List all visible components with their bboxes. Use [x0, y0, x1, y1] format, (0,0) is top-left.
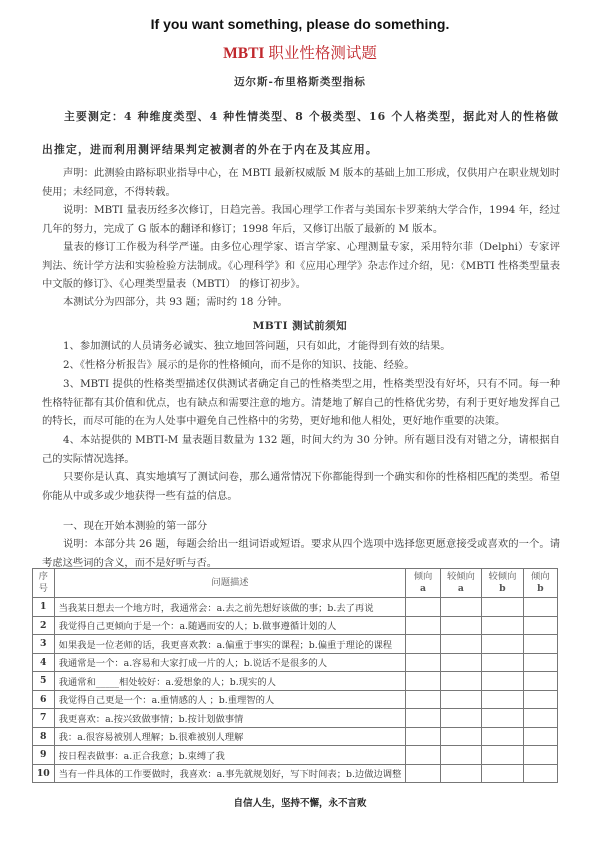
- question-text: 我通常和_____相处较好：a.爱想象的人；b.现实的人: [54, 672, 406, 691]
- question-text: 当我某日想去一个地方时，我通常会：a.去之前先想好该做的事；b.去了再说: [54, 598, 406, 617]
- row-number: 9: [33, 746, 55, 765]
- answer-cell-tend-b[interactable]: [523, 727, 557, 746]
- answer-cell-tend-b[interactable]: [523, 598, 557, 617]
- part1-instructions: 说明：本部分共 26 题，每题会给出一组词语或短语。要求从四个选项中选择您更愿意接受或喜欢的一个。请考虑这些词的含义，而不是好听与否。: [42, 538, 560, 569]
- answer-cell-tend-a[interactable]: [406, 598, 440, 617]
- table-row: [33, 746, 558, 765]
- answer-cell-slight-b[interactable]: [482, 653, 524, 672]
- answer-cell-tend-a[interactable]: [406, 727, 440, 746]
- notice-item-2: 2、《性格分析报告》展示的是你的性格倾向，而不是你的知识、技能、经验。: [63, 359, 415, 371]
- answer-cell-slight-b[interactable]: [482, 727, 524, 746]
- answer-cell-slight-a[interactable]: [440, 598, 482, 617]
- answer-cell-slight-a[interactable]: [440, 709, 482, 728]
- answer-cell-tend-b[interactable]: [523, 635, 557, 654]
- header-slight-b: 较倾向 b: [482, 569, 524, 598]
- row-number: 3: [33, 635, 55, 654]
- table-row: [33, 727, 558, 746]
- answer-cell-tend-b[interactable]: [523, 764, 557, 783]
- answer-cell-tend-b[interactable]: [523, 653, 557, 672]
- answer-cell-tend-b[interactable]: [523, 690, 557, 709]
- answer-cell-slight-b[interactable]: [482, 746, 524, 765]
- table-row: [33, 709, 558, 728]
- answer-cell-slight-b[interactable]: [482, 672, 524, 691]
- statement-paragraph: 声明：此测验由路标职业指导中心，在 MBTI 最新权威版 M 版本的基础上加工形成，仅供用户在职业规划时使用；未经同意，不得转载。: [42, 167, 560, 198]
- answer-cell-tend-b[interactable]: [523, 672, 557, 691]
- answer-cell-tend-a[interactable]: [406, 672, 440, 691]
- answer-cell-slight-a[interactable]: [440, 727, 482, 746]
- row-number: 10: [33, 764, 55, 783]
- answer-cell-tend-a[interactable]: [406, 764, 440, 783]
- question-text: 我觉得自己更是一个：a.重情感的人 ；b.重理智的人: [54, 690, 406, 709]
- parts-paragraph: 本测试分为四部分，共 93 题；需时约 18 分钟。: [63, 296, 288, 308]
- header-slight-a: 较倾向 a: [440, 569, 482, 598]
- page-title: [0, 41, 600, 63]
- answer-cell-tend-a[interactable]: [406, 709, 440, 728]
- title-latin: MBTI: [223, 45, 265, 62]
- answer-cell-slight-b[interactable]: [482, 690, 524, 709]
- question-text: 我：a.很容易被别人理解；b.很难被别人理解: [54, 727, 406, 746]
- answer-cell-tend-a[interactable]: [406, 653, 440, 672]
- revision-paragraph: 量表的修订工作极为科学严谨。由多位心理学家、语言学家、心理测量专家，采用特尔菲（Delphi）专家评判法、统计学方法和实验检验方法制成。《心理科学》和《应用心理学》杂志作过介绍，见：《MBTI 性格类型量表中文版的修订》、《心理类型量表（MBTI） 的修订初步》。: [42, 241, 560, 291]
- title-chinese: 职业性格测试题: [264, 45, 377, 62]
- row-number: 6: [33, 690, 55, 709]
- question-text: 当有一件具体的工作要做时，我喜欢：a.事先就规划好，写下时间表；b.边做边调整: [54, 764, 406, 783]
- answer-cell-slight-a[interactable]: [440, 635, 482, 654]
- row-number: 2: [33, 616, 55, 635]
- motto-header: If you want something, please do something.: [150, 16, 450, 32]
- question-text: 我通常是一个：a.容易和大家打成一片的人；b.说话不是很多的人: [54, 653, 406, 672]
- answer-cell-tend-b[interactable]: [523, 616, 557, 635]
- answer-cell-slight-a[interactable]: [440, 616, 482, 635]
- answer-cell-slight-b[interactable]: [482, 635, 524, 654]
- footer-slogan: 自信人生，坚持不懈，永不言败: [233, 798, 367, 809]
- table-row: [33, 672, 558, 691]
- answer-cell-slight-b[interactable]: [482, 616, 524, 635]
- table-row: [33, 690, 558, 709]
- row-number: 5: [33, 672, 55, 691]
- answer-cell-slight-b[interactable]: [482, 598, 524, 617]
- explanation-paragraph: 说明：MBTI 量表历经多次修订，日趋完善。我国心理学工作者与美国东卡罗莱纳大学合作，1994 年，经过几年的努力，完成了 G 版本的翻译和修订；1998 年后，又修订出版了最新的 M 版本。: [42, 204, 560, 235]
- main-measure-paragraph: 主要测定：4 种维度类型、4 种性情类型、8 个极类型、16 个人格类型，据此对人的性格做出推定，进而利用测评结果判定被测者的外在于内在及其应用。: [42, 110, 560, 156]
- table-row: [33, 635, 558, 654]
- row-number: 1: [33, 598, 55, 617]
- header-tend-b: 倾向 b: [523, 569, 557, 598]
- answer-cell-slight-a[interactable]: [440, 672, 482, 691]
- answer-cell-tend-b[interactable]: [523, 746, 557, 765]
- question-text: 我觉得自己更倾向于是一个：a.随遇而安的人；b.做事遵循计划的人: [54, 616, 406, 635]
- answer-cell-slight-a[interactable]: [440, 764, 482, 783]
- subtitle: 迈尔斯-布里格斯类型指标: [234, 76, 366, 88]
- answer-cell-slight-a[interactable]: [440, 746, 482, 765]
- notice-heading: MBTI 测试前须知: [252, 320, 348, 332]
- answer-cell-tend-b[interactable]: [523, 709, 557, 728]
- question-text: 如果我是一位老师的话，我更喜欢教：a.偏重于事实的课程；b.偏重于理论的课程: [54, 635, 406, 654]
- answer-cell-slight-a[interactable]: [440, 690, 482, 709]
- notice-item-3: 3、MBTI 提供的性格类型描述仅供测试者确定自己的性格类型之用，性格类型没有好坏，只有不同。每一种性格特征都有其价值和优点，也有缺点和需要注意的地方。清楚地了解自己的性格优劣势，有利于更好地发挥自己的特长，而尽可能的在为人处事中避免自己性格中的劣势，更好地和他人相处，更好地作重要的决策。: [42, 378, 560, 428]
- answer-cell-tend-a[interactable]: [406, 746, 440, 765]
- answer-cell-slight-b[interactable]: [482, 764, 524, 783]
- table-row: [33, 616, 558, 635]
- answer-cell-slight-a[interactable]: [440, 653, 482, 672]
- notice-item-4: 4、本站提供的 MBTI-M 量表题目数量为 132 题，时间大约为 30 分钟。所有题目没有对错之分，请根据自己的实际情况选择。: [42, 434, 560, 465]
- answer-cell-tend-a[interactable]: [406, 616, 440, 635]
- table-row: [33, 764, 558, 783]
- header-tend-a: 倾向 a: [406, 569, 440, 598]
- question-text: 按日程表做事：a.正合我意；b.束缚了我: [54, 746, 406, 765]
- part1-heading: 一、现在开始本测验的第一部分: [63, 520, 208, 532]
- notice-closing: 只要你是认真、真实地填写了测试问卷，那么通常情况下你都能得到一个确实和你的性格相匹配的类型。希望你能从中或多或少地获得一些有益的信息。: [42, 471, 560, 502]
- row-number: 7: [33, 709, 55, 728]
- header-number: 序 号: [33, 569, 55, 598]
- question-text: 我更喜欢：a.按兴致做事情；b.按计划做事情: [54, 709, 406, 728]
- row-number: 4: [33, 653, 55, 672]
- table-row: [33, 653, 558, 672]
- table-header-row: [33, 569, 558, 598]
- answer-cell-tend-a[interactable]: [406, 635, 440, 654]
- header-description: 问题描述: [54, 569, 406, 598]
- answer-cell-slight-b[interactable]: [482, 709, 524, 728]
- table-row: [33, 598, 558, 617]
- answer-cell-tend-a[interactable]: [406, 690, 440, 709]
- row-number: 8: [33, 727, 55, 746]
- questions-table: [32, 568, 558, 783]
- notice-item-1: 1、参加测试的人员请务必诚实、独立地回答问题，只有如此，才能得到有效的结果。: [63, 340, 451, 352]
